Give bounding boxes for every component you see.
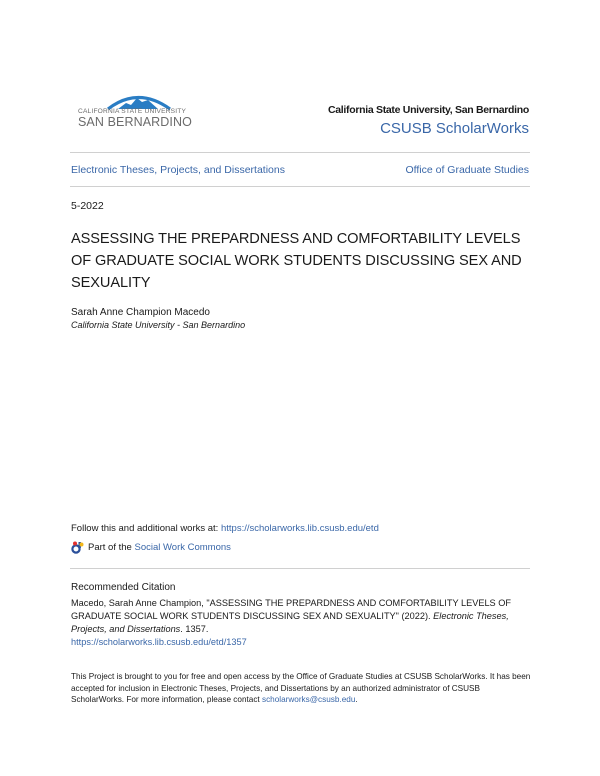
citation-series: Electronic Theses, Projects, and Dissertations: [71, 611, 509, 634]
access-notice: [71, 671, 533, 706]
author-affiliation: California State University - San Bernardino: [71, 320, 246, 330]
access-notice-text: This Project is brought to you for free and open access by the Office of Graduate Studies at CSUSB ScholarWorks. It has been accepted for inclusion in Electronic Theses, Projects, and Dissertations by an authorized administrator of CSUSB ScholarWorks. For more information, please contact: [71, 672, 531, 704]
citation-text: [71, 597, 533, 649]
citation-body: Macedo, Sarah Anne Champion, "ASSESSING THE PREPARDNESS AND COMFORTABILITY LEVELS OF GRADUATE SOCIAL WORK STUDENTS DISCUSSING SEX AND SEXUALITY" (2022).: [71, 598, 512, 621]
citation-url-link[interactable]: https://scholarworks.lib.csusb.edu/etd/1357: [71, 637, 247, 647]
contact-email-link[interactable]: scholarworks@csusb.edu: [261, 695, 356, 704]
recommended-citation-heading: Recommended Citation: [71, 582, 176, 593]
part-of-prefix: Part of the: [88, 542, 132, 553]
social-work-commons-link[interactable]: Social Work Commons: [134, 542, 231, 553]
part-of-line: [71, 541, 231, 554]
divider: [70, 152, 530, 153]
bepress-commons-icon: [71, 541, 84, 554]
logo-line1: CALIFORNIA STATE UNIVERSITY: [78, 108, 187, 115]
access-notice-end: .: [355, 695, 358, 704]
author-name: Sarah Anne Champion Macedo: [71, 307, 210, 318]
institution-name: California State University, San Bernardino: [327, 104, 529, 116]
logo-line2: SAN BERNARDINO: [78, 115, 192, 129]
divider: [70, 186, 530, 187]
csusb-logo: [78, 92, 200, 130]
follow-prefix: Follow this and additional works at:: [71, 523, 221, 534]
follow-line: [71, 523, 379, 534]
publication-date: 5-2022: [71, 200, 104, 212]
divider: [70, 568, 530, 569]
department-link[interactable]: Office of Graduate Studies: [405, 164, 529, 176]
collection-link[interactable]: Electronic Theses, Projects, and Dissertations: [71, 164, 285, 176]
follow-url-link[interactable]: https://scholarworks.lib.csusb.edu/etd: [220, 523, 379, 534]
repository-link[interactable]: CSUSB ScholarWorks: [380, 120, 529, 137]
document-title: ASSESSING THE PREPARDNESS AND COMFORTABILITY LEVELS OF GRADUATE SOCIAL WORK STUDENTS DISCUSSING SEX AND SEXUALITY: [71, 231, 522, 291]
citation-number: . 1357.: [180, 624, 209, 634]
